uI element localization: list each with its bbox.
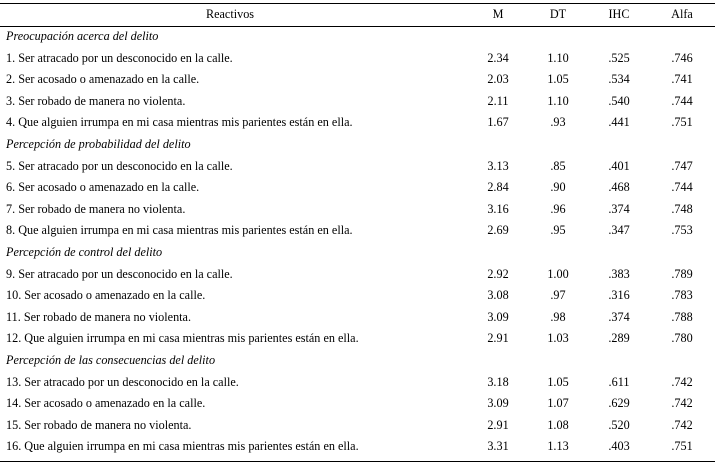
cell-ihc: .540 <box>608 93 630 108</box>
cell-m: 3.16 <box>487 201 509 216</box>
cell-dt: .95 <box>550 223 566 238</box>
cell-item: 12. Que alguien irrumpa en mi casa mientras mis parientes están en ella. <box>6 331 359 346</box>
cell-m: 2.92 <box>487 266 509 281</box>
cell-m: 2.69 <box>487 223 509 238</box>
section-title: Preocupación acerca del delito <box>6 29 159 43</box>
header-ihc: IHC <box>608 7 630 21</box>
cell-dt: .97 <box>550 288 566 303</box>
cell-m: 3.08 <box>487 288 509 303</box>
cell-item: 7. Ser robado de manera no violenta. <box>6 201 186 216</box>
cell-m: 2.84 <box>487 180 509 195</box>
cell-alfa: .751 <box>671 115 693 130</box>
table-row <box>0 91 715 113</box>
table-row <box>0 69 715 91</box>
cell-ihc: .383 <box>608 266 630 281</box>
header-m: M <box>492 7 504 21</box>
table-row <box>0 415 715 437</box>
cell-item: 5. Ser atracado por un desconocido en la calle. <box>6 158 233 173</box>
table-row <box>0 199 715 221</box>
cell-item: 11. Ser robado de manera no violenta. <box>6 309 192 324</box>
cell-item: 14. Ser acosado o amenazado en la calle. <box>6 396 206 411</box>
cell-dt: .98 <box>550 309 566 324</box>
cell-ihc: .468 <box>608 180 630 195</box>
cell-alfa: .788 <box>671 309 693 324</box>
cell-ihc: .611 <box>608 374 630 389</box>
cell-alfa: .746 <box>671 50 693 65</box>
table-row <box>0 372 715 394</box>
table-row <box>0 393 715 415</box>
cell-alfa: .744 <box>671 93 693 108</box>
cell-ihc: .401 <box>608 158 630 173</box>
section-heading-row <box>0 350 715 372</box>
section-heading-row <box>0 26 715 48</box>
cell-item: 4. Que alguien irrumpa en mi casa mientras mis parientes están en ella. <box>6 115 353 130</box>
cell-m: 3.31 <box>487 439 509 454</box>
section-title: Percepción de las consecuencias del delito <box>6 353 216 367</box>
cell-dt: 1.05 <box>547 72 569 87</box>
cell-alfa: .742 <box>671 374 693 389</box>
cell-dt: 1.10 <box>547 50 569 65</box>
table-row <box>0 48 715 70</box>
cell-m: 3.13 <box>487 158 509 173</box>
cell-alfa: .780 <box>671 331 693 346</box>
table-row <box>0 307 715 329</box>
cell-item: 8. Que alguien irrumpa en mi casa mientras mis parientes están en ella. <box>6 223 353 238</box>
cell-m: 2.34 <box>487 50 509 65</box>
cell-item: 6. Ser acosado o amenazado en la calle. <box>6 180 200 195</box>
table-row <box>0 264 715 286</box>
cell-dt: 1.03 <box>547 331 569 346</box>
cell-ihc: .347 <box>608 223 630 238</box>
cell-item: 1. Ser atracado por un desconocido en la calle. <box>6 50 233 65</box>
cell-ihc: .441 <box>608 115 630 130</box>
cell-alfa: .741 <box>671 72 693 87</box>
cell-alfa: .783 <box>671 288 693 303</box>
cell-item: 3. Ser robado de manera no violenta. <box>6 93 186 108</box>
cell-alfa: .742 <box>671 396 693 411</box>
section-heading-row <box>0 134 715 156</box>
cell-ihc: .374 <box>608 309 630 324</box>
cell-ihc: .525 <box>608 50 630 65</box>
cell-dt: 1.08 <box>547 417 569 432</box>
cell-item: 2. Ser acosado o amenazado en la calle. <box>6 72 200 87</box>
bottom-rule <box>0 461 715 462</box>
cell-ihc: .289 <box>608 331 630 346</box>
cell-dt: .93 <box>550 115 566 130</box>
cell-alfa: .744 <box>671 180 693 195</box>
cell-m: 2.11 <box>487 93 509 108</box>
cell-item: 16. Que alguien irrumpa en mi casa mientras mis parientes están en ella. <box>6 439 359 454</box>
table-row <box>0 177 715 199</box>
cell-ihc: .316 <box>608 288 630 303</box>
table-row <box>0 156 715 178</box>
cell-m: 3.09 <box>487 396 509 411</box>
cell-m: 3.18 <box>487 374 509 389</box>
cell-ihc: .403 <box>608 439 630 454</box>
header-alfa: Alfa <box>671 7 693 21</box>
cell-item: 15. Ser robado de manera no violenta. <box>6 417 192 432</box>
header-dt: DT <box>549 7 567 21</box>
table-row <box>0 220 715 242</box>
section-title: Percepción de control del delito <box>6 245 163 259</box>
cell-dt: 1.07 <box>547 396 569 411</box>
cell-ihc: .629 <box>608 396 630 411</box>
cell-dt: .96 <box>550 201 566 216</box>
section-heading-row <box>0 242 715 264</box>
cell-dt: .85 <box>550 158 566 173</box>
section-title: Percepción de probabilidad del delito <box>6 137 191 151</box>
table-row <box>0 112 715 134</box>
cell-ihc: .520 <box>608 417 630 432</box>
cell-item: 10. Ser acosado o amenazado en la calle. <box>6 288 206 303</box>
cell-alfa: .751 <box>671 439 693 454</box>
header-items: Reactivos <box>205 7 255 21</box>
cell-m: 2.91 <box>487 331 509 346</box>
cell-m: 2.91 <box>487 417 509 432</box>
cell-item: 9. Ser atracado por un desconocido en la calle. <box>6 266 233 281</box>
table-row <box>0 328 715 350</box>
cell-dt: .90 <box>550 180 566 195</box>
cell-alfa: .742 <box>671 417 693 432</box>
cell-alfa: .747 <box>671 158 693 173</box>
cell-m: 1.67 <box>487 115 509 130</box>
cell-alfa: .789 <box>671 266 693 281</box>
cell-dt: 1.00 <box>547 266 569 281</box>
cell-dt: 1.10 <box>547 93 569 108</box>
cell-alfa: .748 <box>671 201 693 216</box>
table-row <box>0 285 715 307</box>
cell-alfa: .753 <box>671 223 693 238</box>
cell-ihc: .534 <box>608 72 630 87</box>
cell-dt: 1.13 <box>547 439 569 454</box>
cell-dt: 1.05 <box>547 374 569 389</box>
header-row <box>0 4 715 26</box>
table-row <box>0 436 715 458</box>
cell-m: 3.09 <box>487 309 509 324</box>
cell-ihc: .374 <box>608 201 630 216</box>
cell-item: 13. Ser atracado por un desconocido en la calle. <box>6 374 239 389</box>
cell-m: 2.03 <box>487 72 509 87</box>
